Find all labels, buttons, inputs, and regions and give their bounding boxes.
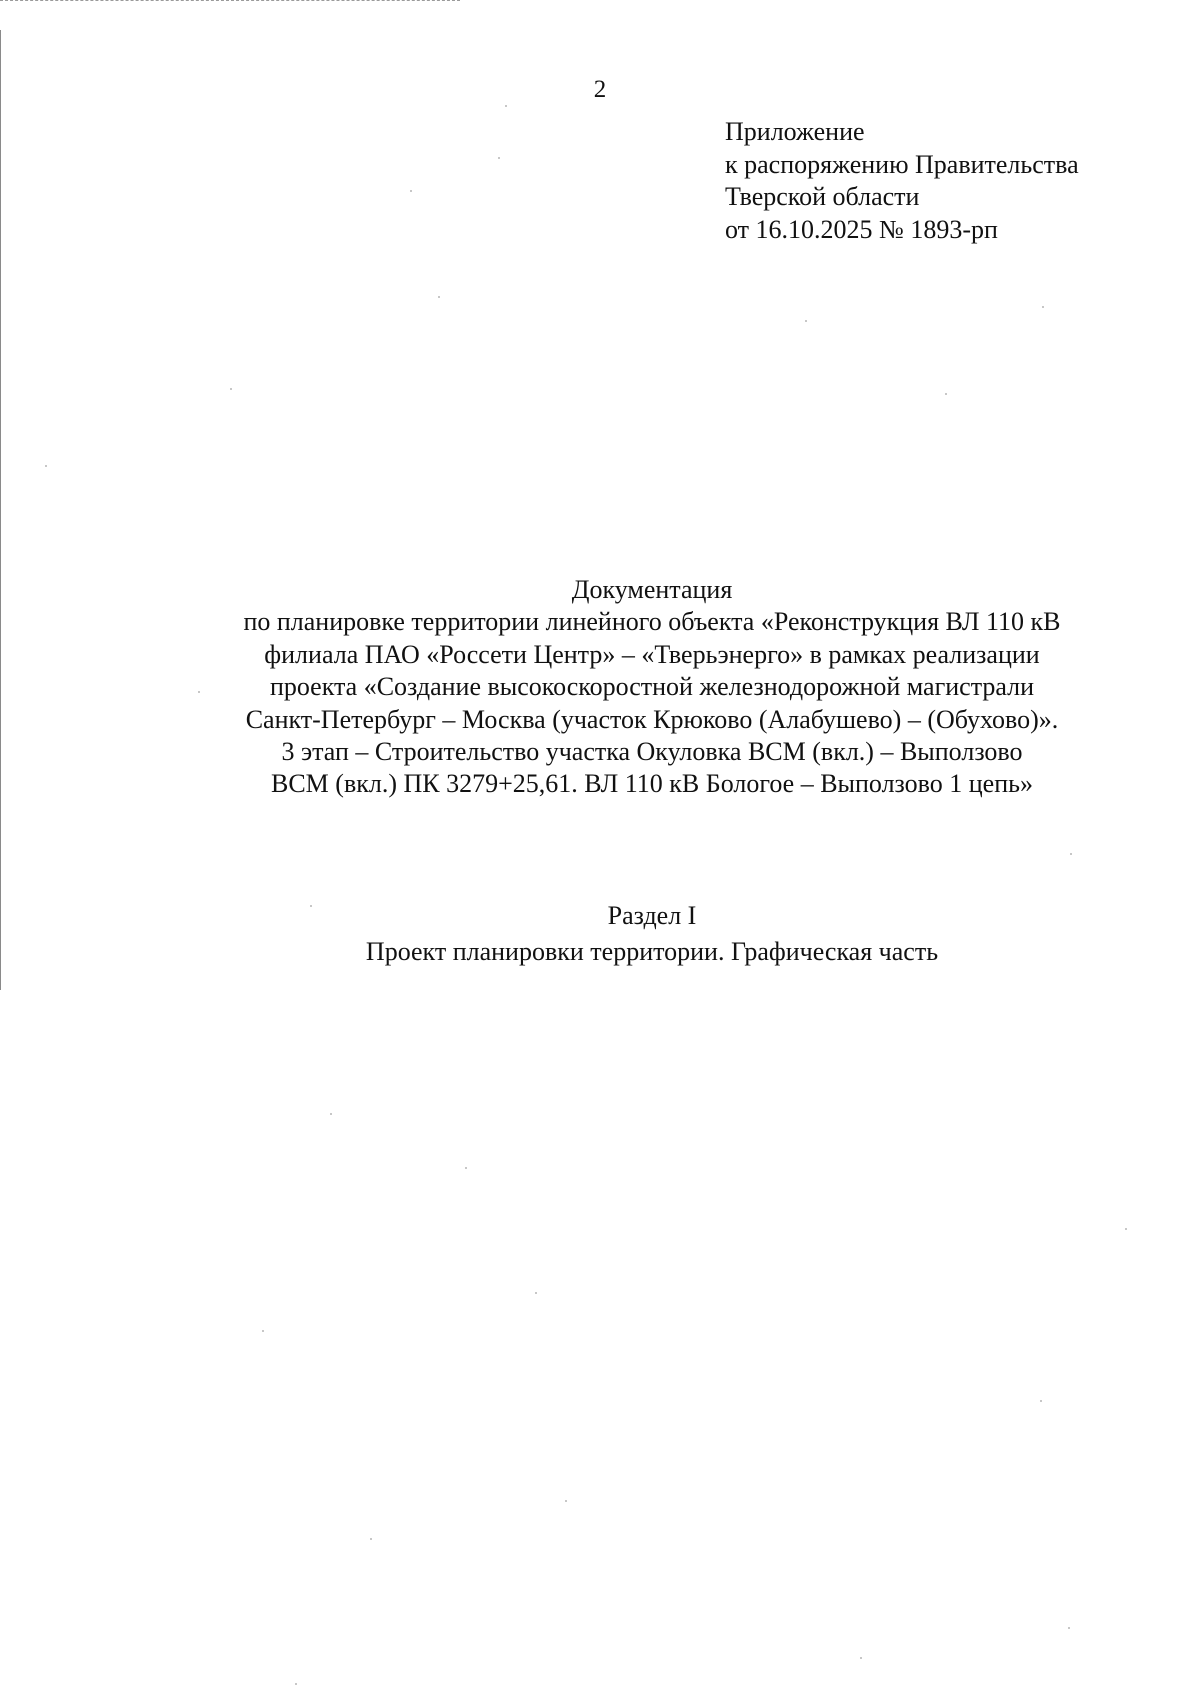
scan-speck — [1040, 1400, 1042, 1402]
document-title — [150, 574, 1154, 801]
scan-speck — [1070, 853, 1072, 855]
scan-speck — [465, 1167, 467, 1169]
scan-left-edge — [0, 30, 1, 990]
scan-speck — [330, 1113, 332, 1115]
title-line: филиала ПАО «Россети Центр» – «Тверьэнерго» в рамках реализации — [264, 639, 1040, 669]
title-line: проекта «Создание высокоскоростной железнодорожной магистрали — [269, 672, 1035, 702]
section-name: Проект планировки территории. Графическая часть — [365, 937, 939, 966]
scan-speck — [45, 465, 47, 467]
scan-speck — [295, 1683, 297, 1685]
scan-speck — [198, 691, 200, 693]
appendix-block — [725, 116, 1079, 246]
appendix-date-number: от 16.10.2025 № 1893-рп — [725, 214, 998, 244]
title-line: по планировке территории линейного объекта «Реконструкция ВЛ 110 кВ — [243, 607, 1061, 637]
appendix-line: Тверской области — [725, 182, 920, 211]
scan-speck — [1042, 306, 1044, 308]
appendix-line: к распоряжению Правительства — [725, 149, 1079, 179]
scan-speck — [1125, 1228, 1127, 1230]
document-heading: Документация — [571, 575, 733, 604]
scan-speck — [230, 388, 232, 390]
scan-speck — [310, 905, 312, 907]
scan-speck — [860, 1657, 862, 1659]
section-number: Раздел I — [607, 901, 697, 930]
scan-speck — [262, 1330, 264, 1332]
title-line: ВСМ (вкл.) ПК 3279+25,61. ВЛ 110 кВ Бологое – Выползово 1 цепь» — [270, 769, 1033, 799]
scan-speck — [805, 320, 807, 322]
scan-speck — [410, 190, 412, 192]
title-line: Санкт-Петербург – Москва (участок Крюково (Алабушево) – (Обухово)». — [245, 704, 1059, 734]
scan-speck — [370, 1538, 372, 1540]
appendix-line: Приложение — [725, 117, 865, 146]
scan-speck — [505, 105, 507, 107]
scan-speck — [535, 1292, 537, 1294]
scan-speck — [945, 393, 947, 395]
scan-speck — [565, 1500, 567, 1502]
section-block — [250, 898, 1054, 970]
scan-speck — [1068, 1627, 1070, 1629]
scan-speck — [438, 296, 440, 298]
scan-top-edge — [0, 0, 460, 1]
page-number: 2 — [593, 76, 607, 103]
scan-speck — [498, 157, 500, 159]
title-line: 3 этап – Строительство участка Окуловка ВСМ (вкл.) – Выползово — [281, 737, 1023, 767]
